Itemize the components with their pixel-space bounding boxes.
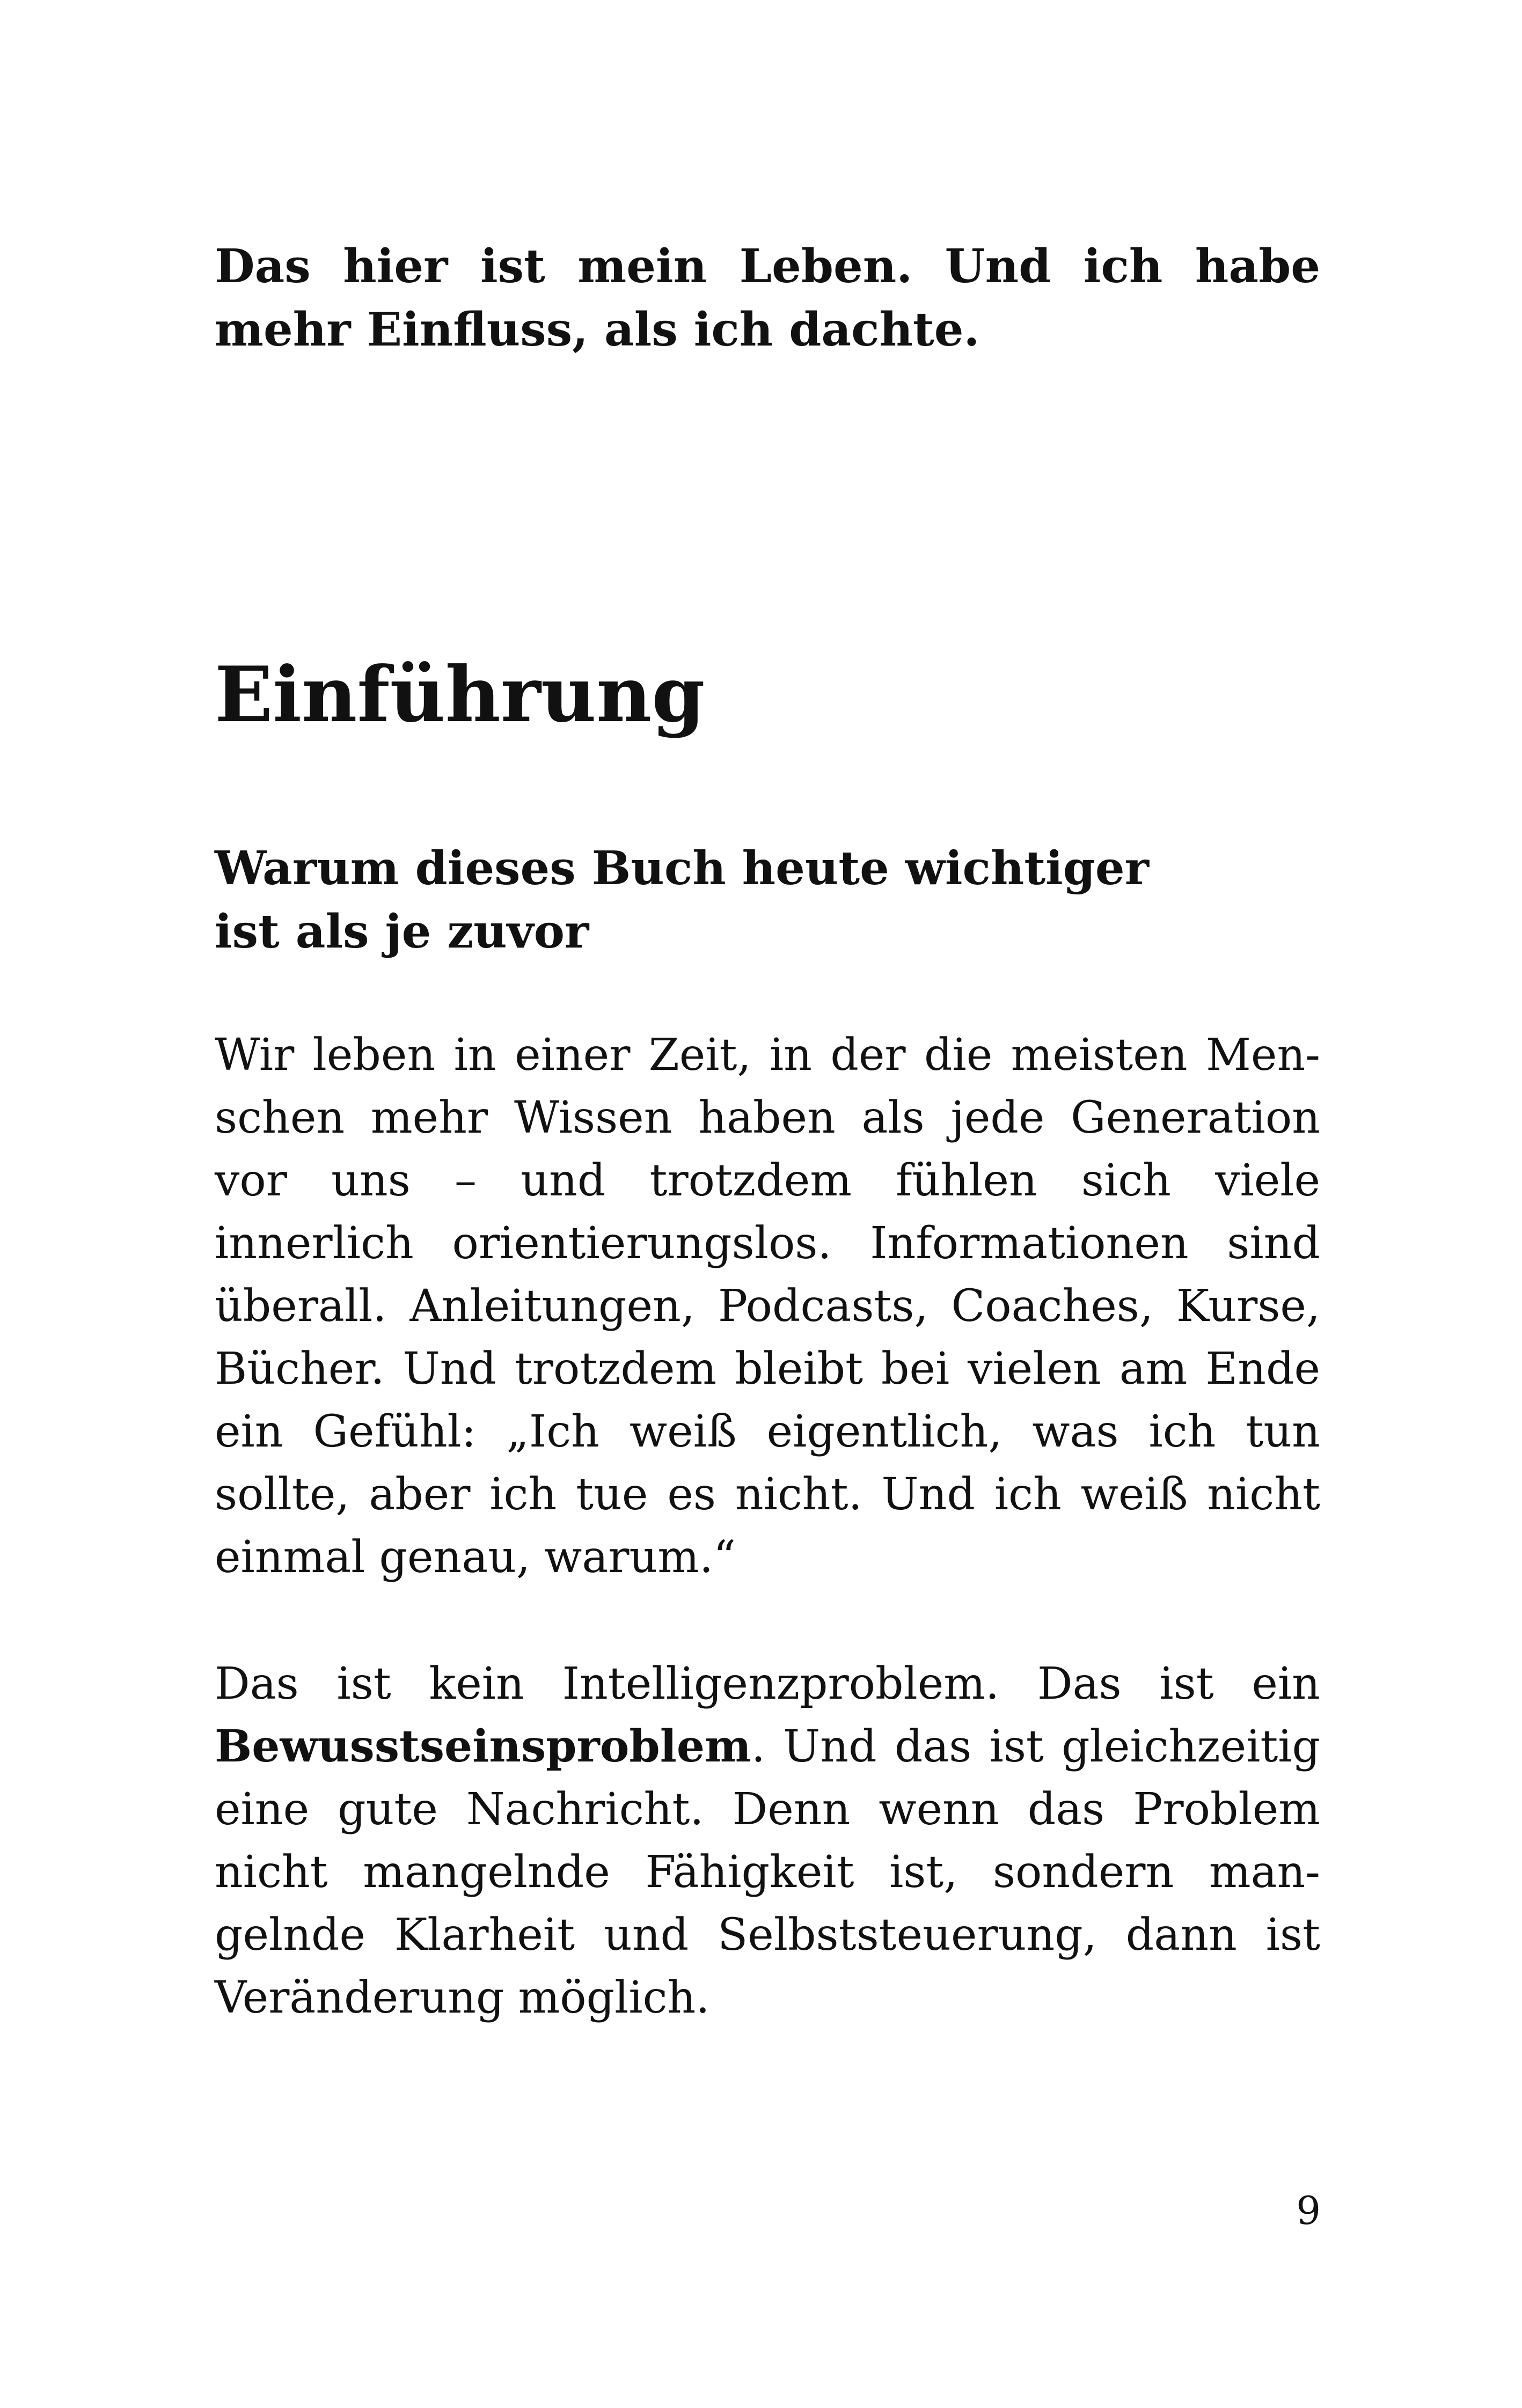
page-number: 9 xyxy=(1296,2188,1321,2233)
paragraph-2-rest: . Und das ist gleichzeitig eine gute Nachricht. Denn wenn das Problem nicht mangelnde Fähigkeit ist, sondern mangelnde Klarheit und Selbststeuerung, dann ist Veränderung möglich. xyxy=(215,1721,1320,2023)
chapter-title: Einführung xyxy=(215,650,705,739)
body-paragraph-2 xyxy=(215,1653,1320,2029)
body-paragraph-1: Wir leben in einer Zeit, in der die meisten Menschen mehr Wissen haben als jede Generation vor uns – und trotzdem fühlen sich viele innerlich orientierungslos. Informationen sind überall. Anleitungen, Podcasts, Coaches, Kurse, Bücher. Und trotzdem bleibt bei vielen am Ende ein Gefühl: „Ich weiß eigentlich, was ich tun sollte, aber ich tue es nicht. Und ich weiß nicht einmal genau, warum.“ xyxy=(215,1030,1320,1583)
paragraph-2-emphasis: Bewusstseinsproblem xyxy=(215,1721,751,1772)
intro-statement: Das hier ist mein Leben. Und ich habe mehr Einfluss, als ich dachte. xyxy=(215,239,1320,357)
paragraph-2-lead: Das ist kein Intelligenzproblem. Das ist ein xyxy=(215,1658,1320,1709)
section-heading: Warum dieses Buch heute wichtiger ist als je zuvor xyxy=(215,841,1149,959)
